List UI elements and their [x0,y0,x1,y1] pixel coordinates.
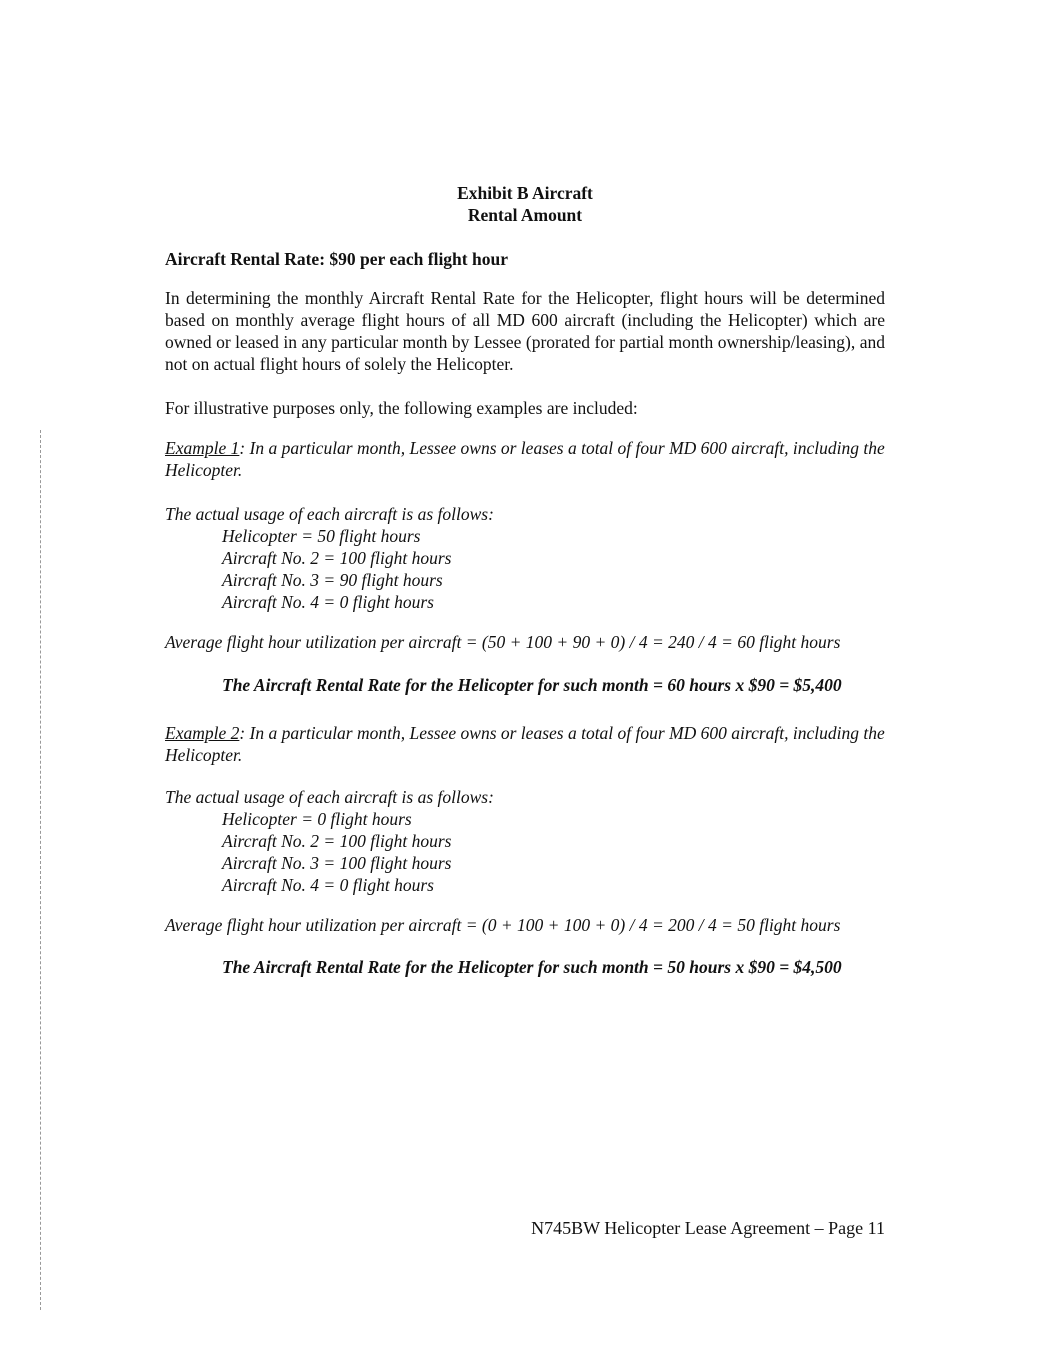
average-calc: Average flight hour utilization per aircraft = (0 + 100 + 100 + 0) / 4 = 200 / 4 = 50 flight hours [165,915,841,935]
result-line: The Aircraft Rental Rate for the Helicopter for such month = 50 hours x $90 = $4,500 [222,957,842,977]
result-line: The Aircraft Rental Rate for the Helicopter for such month = 60 hours x $90 = $5,400 [222,675,842,695]
page-footer: N745BW Helicopter Lease Agreement – Page 11 [531,1218,885,1238]
usage-item: Aircraft No. 4 = 0 flight hours [222,875,434,895]
usage-heading: The actual usage of each aircraft is as follows: [165,504,494,524]
usage-item: Helicopter = 0 flight hours [222,809,412,829]
scan-margin-line [40,430,41,1310]
title-line-2: Rental Amount [467,205,583,225]
example-label: Example 1 [165,438,240,458]
example-text: : In a particular month, Lessee owns or leases a total of four MD 600 aircraft, including the Helicopter. [165,723,885,765]
example-2 [165,722,885,978]
intro-paragraph: In determining the monthly Aircraft Rental Rate for the Helicopter, flight hours will be determined based on monthly average flight hours of all MD 600 aircraft (including the Helicopter) which are owned or leased in any particular month by Lessee (prorated for partial month ownership/leasing), and not on actual flight hours of solely the Helicopter. [165,288,885,374]
usage-item: Aircraft No. 3 = 90 flight hours [222,570,443,590]
title-line-1: Exhibit B Aircraft [457,183,593,203]
usage-item: Aircraft No. 2 = 100 flight hours [222,831,452,851]
usage-heading: The actual usage of each aircraft is as follows: [165,787,494,807]
example-label: Example 2 [165,723,240,743]
rate-line: Aircraft Rental Rate: $90 per each flight hour [165,249,508,269]
usage-item: Aircraft No. 4 = 0 flight hours [222,592,434,612]
illustrative-intro: For illustrative purposes only, the following examples are included: [165,398,638,418]
average-calc: Average flight hour utilization per aircraft = (50 + 100 + 90 + 0) / 4 = 240 / 4 = 60 flight hours [165,632,841,652]
page-title [165,182,885,226]
example-1-header [165,437,885,481]
example-2-header [165,722,885,766]
usage-item: Aircraft No. 2 = 100 flight hours [222,548,452,568]
example-text: : In a particular month, Lessee owns or leases a total of four MD 600 aircraft, including the Helicopter. [165,438,885,480]
example-1 [165,437,885,696]
usage-item: Aircraft No. 3 = 100 flight hours [222,853,452,873]
usage-item: Helicopter = 50 flight hours [222,526,421,546]
